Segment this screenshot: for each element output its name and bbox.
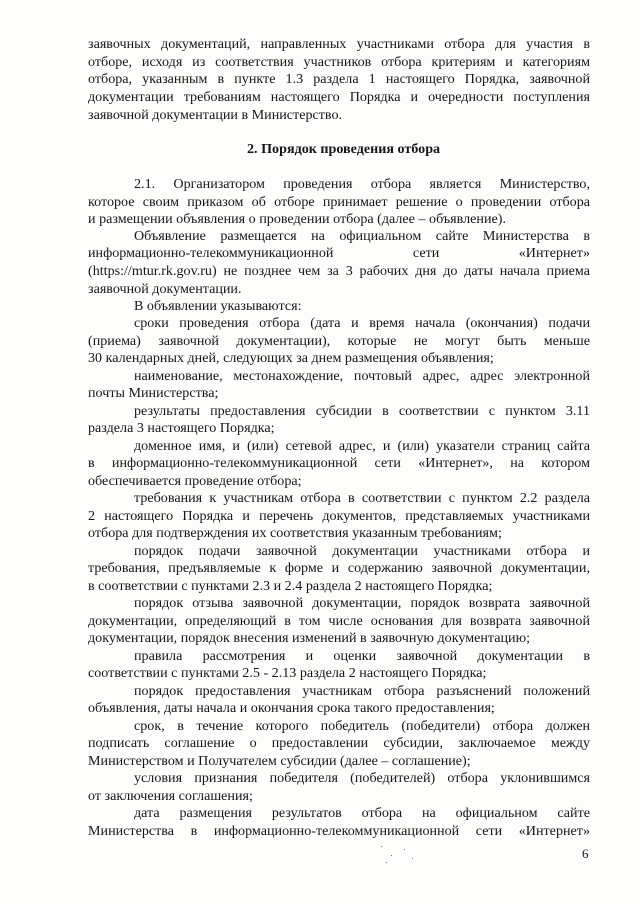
text-line: документации, порядок внесения изменений в заявочную документацию; xyxy=(88,630,531,646)
text-line: раздела 3 настоящего Порядка; xyxy=(88,420,275,436)
text-line: требования к участникам отбора в соответствии с пунктом 2.2 раздела xyxy=(134,490,590,506)
text-line: порядок предоставления участникам отбора разъяснений положений xyxy=(134,683,590,699)
text-line: Объявление размещается на официальном сайте Министерства в xyxy=(134,228,590,244)
text-line: условия признания победителя (победителей) отбора уклонившимся xyxy=(134,770,590,786)
text-line: отбора для подтверждения их соответствия указанным требованиям; xyxy=(88,525,502,541)
text-line: подписать соглашение о предоставлении субсидии, заключаемое между xyxy=(88,735,590,751)
text-line: объявления, даты начала и окончания срока такого предоставления; xyxy=(88,700,495,716)
text-line: почты Министерства; xyxy=(88,385,219,401)
text-line: В объявлении указываются: xyxy=(134,298,302,314)
text-line: отборе, исходя из соответствия участников отбора критериям и категориям xyxy=(88,54,590,70)
text-line: Министерством и Получателем субсидии (далее – соглашение); xyxy=(88,753,471,769)
text-line: заявочной документации в Министерство. xyxy=(88,107,343,123)
text-line: которое своим приказом об отборе принимает решение о проведении отбора xyxy=(88,194,590,210)
text-line: (https://mtur.rk.gov.ru) не позднее чем за 3 рабочих дня до даты начала приема xyxy=(88,263,590,279)
text-line: обеспечивается проведение отбора; xyxy=(88,473,302,489)
text-line: информационно-телекоммуникационной сети «Интернет» xyxy=(88,245,590,261)
text-line: доменное имя, и (или) сетевой адрес, и (или) указатели страниц сайта xyxy=(134,438,590,454)
text-line: срок, в течение которого победитель (победители) отбора должен xyxy=(134,718,590,734)
text-line: правила рассмотрения и оценки заявочной документации в xyxy=(134,648,590,664)
text-line: требования, предъявляемые к форме и содержанию заявочной документации, xyxy=(88,560,590,576)
text-line: наименование, местонахождение, почтовый адрес, адрес электронной xyxy=(134,368,590,384)
text-line: порядок отзыва заявочной документации, порядок возврата заявочной xyxy=(134,595,590,611)
text-line: в соответствии с пунктами 2.3 и 2.4 раздела 2 настоящего Порядка; xyxy=(88,578,493,594)
page-number: 6 xyxy=(582,846,589,861)
text-line: 2 настоящего Порядка и перечень документов, представляемых участниками xyxy=(88,508,590,524)
text-line: сроки проведения отбора (дата и время начала (окончания) подачи xyxy=(134,315,590,331)
text-line: результаты предоставления субсидии в соответствии с пунктом 3.11 xyxy=(134,403,590,419)
text-line: порядок подачи заявочной документации участниками отбора и xyxy=(134,543,590,559)
text-line: заявочной документации. xyxy=(88,281,242,297)
text-line: документации, определяющий в том числе основания для возврата заявочной xyxy=(88,613,590,629)
text-line: 2.1. Организатором проведения отбора является Министерство, xyxy=(134,176,590,192)
text-line: в информационно-телекоммуникационной сети «Интернет», на котором xyxy=(88,455,590,471)
text-line: документации требованиям настоящего Порядка и очередности поступления xyxy=(88,89,590,105)
text-line: 30 календарных дней, следующих за днем размещения объявления; xyxy=(88,350,494,366)
text-line: и размещении объявления о проведении отбора (далее – объявление). xyxy=(88,211,506,227)
text-line: заявочных документаций, направленных участниками отбора для участия в xyxy=(88,36,590,52)
text-line: отбора, указанным в пункте 1.3 раздела 1 настоящего Порядка, заявочной xyxy=(88,71,590,87)
text-line: Министерства в информационно-телекоммуникационной сети «Интернет» xyxy=(88,823,590,839)
section-heading: 2. Порядок проведения отбора xyxy=(247,141,441,157)
text-line: (приема) заявочной документации), которые не могут быть меньше xyxy=(88,333,590,349)
text-line: соответствии с пунктами 2.5 - 2.13 раздела 2 настоящего Порядка; xyxy=(88,665,487,681)
text-line: дата размещения результатов отбора на официальном сайте xyxy=(134,805,590,821)
text-line: от заключения соглашения; xyxy=(88,788,253,804)
